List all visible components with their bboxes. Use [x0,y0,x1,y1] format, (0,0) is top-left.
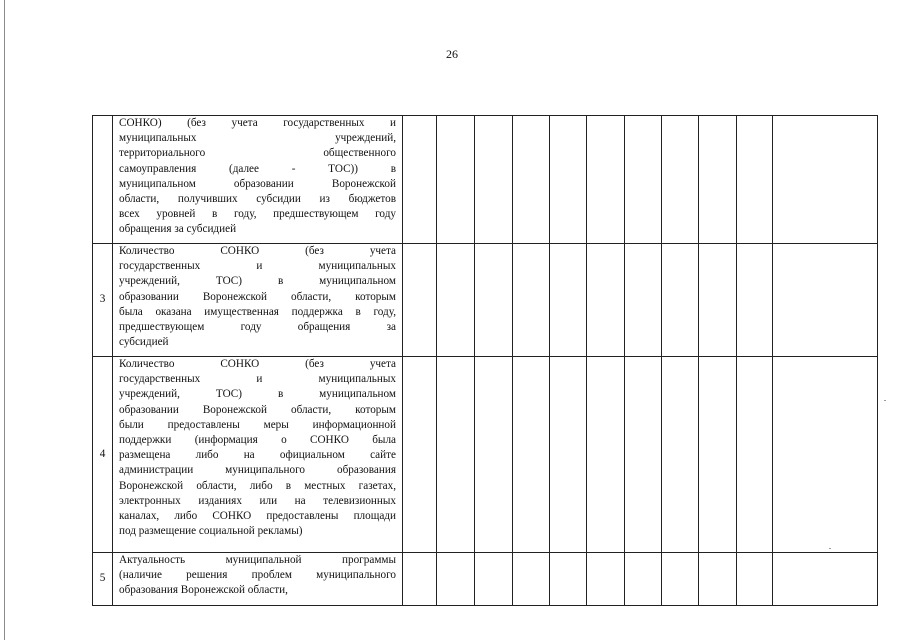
value-cell [403,244,437,357]
value-cell [475,553,513,606]
value-cell [513,116,550,244]
description-line: размещена либо на официальном сайте [119,449,396,462]
value-cell [737,244,773,357]
description-line: учреждений, ТОС) в муниципальном [119,275,396,288]
value-cell [475,244,513,357]
description-line: муниципальных учреждений, [119,132,396,145]
description-line: образовании Воронежской области, которым [119,403,396,416]
scan-speck [884,400,886,401]
value-cell [403,553,437,606]
value-cell [773,244,878,357]
value-cell [587,244,625,357]
description-line: каналах, либо СОНКО предоставлены площади [119,509,396,522]
value-cell [550,116,587,244]
row-number [93,116,113,244]
value-cell [773,357,878,553]
criterion-description [113,244,403,357]
criterion-description [113,116,403,244]
value-cell [699,116,737,244]
row-number: 4 [93,357,113,553]
description-line: образования Воронежской области, [119,584,288,597]
description-line: муниципальном образовании Воронежской [119,177,396,190]
description-line: всех уровней в году, предшествующем году [119,208,396,221]
value-cell [437,244,475,357]
criteria-table [92,115,878,606]
description-line: самоуправления (далее - ТОС)) в [119,162,396,175]
description-line: была оказана имущественная поддержка в году, [119,305,396,318]
description-line: Актуальность муниципальной программы [119,554,396,566]
value-cell [587,116,625,244]
description-line: государственных и муниципальных [119,260,396,273]
value-cell [737,116,773,244]
description-line: территориального общественного [119,147,396,160]
table-row [93,553,878,606]
row-number: 5 [93,553,113,606]
page-number: 26 [446,47,458,61]
value-cell [550,553,587,606]
description-line: СОНКО) (без учета государственных и [119,117,396,129]
description-line: предшествующем году обращения за [119,320,396,333]
value-cell [699,244,737,357]
value-cell [625,116,662,244]
description-line: Воронежской области, либо в местных газетах, [119,479,396,492]
description-line: области, получивших субсидии из бюджетов [119,192,396,205]
value-cell [513,244,550,357]
value-cell [699,553,737,606]
value-cell [737,357,773,553]
value-cell [403,357,437,553]
value-cell [475,357,513,553]
description-line: обращения за субсидией [119,223,237,236]
description-line: были предоставлены меры информационной [119,418,396,431]
description-line: администрации муниципального образования [119,464,396,477]
table-row [93,116,878,244]
description-line: образовании Воронежской области, которым [119,290,396,303]
value-cell [625,244,662,357]
table-row [93,244,878,357]
description-line: (наличие решения проблем муниципального [119,569,396,582]
value-cell [625,553,662,606]
description-line: электронных изданиях или на телевизионных [119,494,396,507]
description-line: субсидией [119,336,169,349]
description-line: государственных и муниципальных [119,373,396,386]
row-number: 3 [93,244,113,357]
value-cell [662,116,699,244]
description-line: учреждений, ТОС) в муниципальном [119,388,396,401]
criterion-description [113,553,403,606]
value-cell [513,357,550,553]
value-cell [437,553,475,606]
value-cell [587,357,625,553]
value-cell [662,553,699,606]
value-cell [403,116,437,244]
value-cell [737,553,773,606]
value-cell [550,357,587,553]
value-cell [475,116,513,244]
scan-edge [4,0,5,640]
value-cell [625,357,662,553]
value-cell [437,116,475,244]
value-cell [773,553,878,606]
table-row [93,357,878,553]
value-cell [773,116,878,244]
value-cell [699,357,737,553]
value-cell [513,553,550,606]
description-line: Количество СОНКО (без учета [119,358,396,370]
description-line: Количество СОНКО (без учета [119,245,396,257]
value-cell [662,357,699,553]
value-cell [550,244,587,357]
description-line: поддержки (информация о СОНКО была [119,433,396,446]
value-cell [587,553,625,606]
description-line: под размещение социальной рекламы) [119,525,303,538]
value-cell [662,244,699,357]
criterion-description [113,357,403,553]
value-cell [437,357,475,553]
